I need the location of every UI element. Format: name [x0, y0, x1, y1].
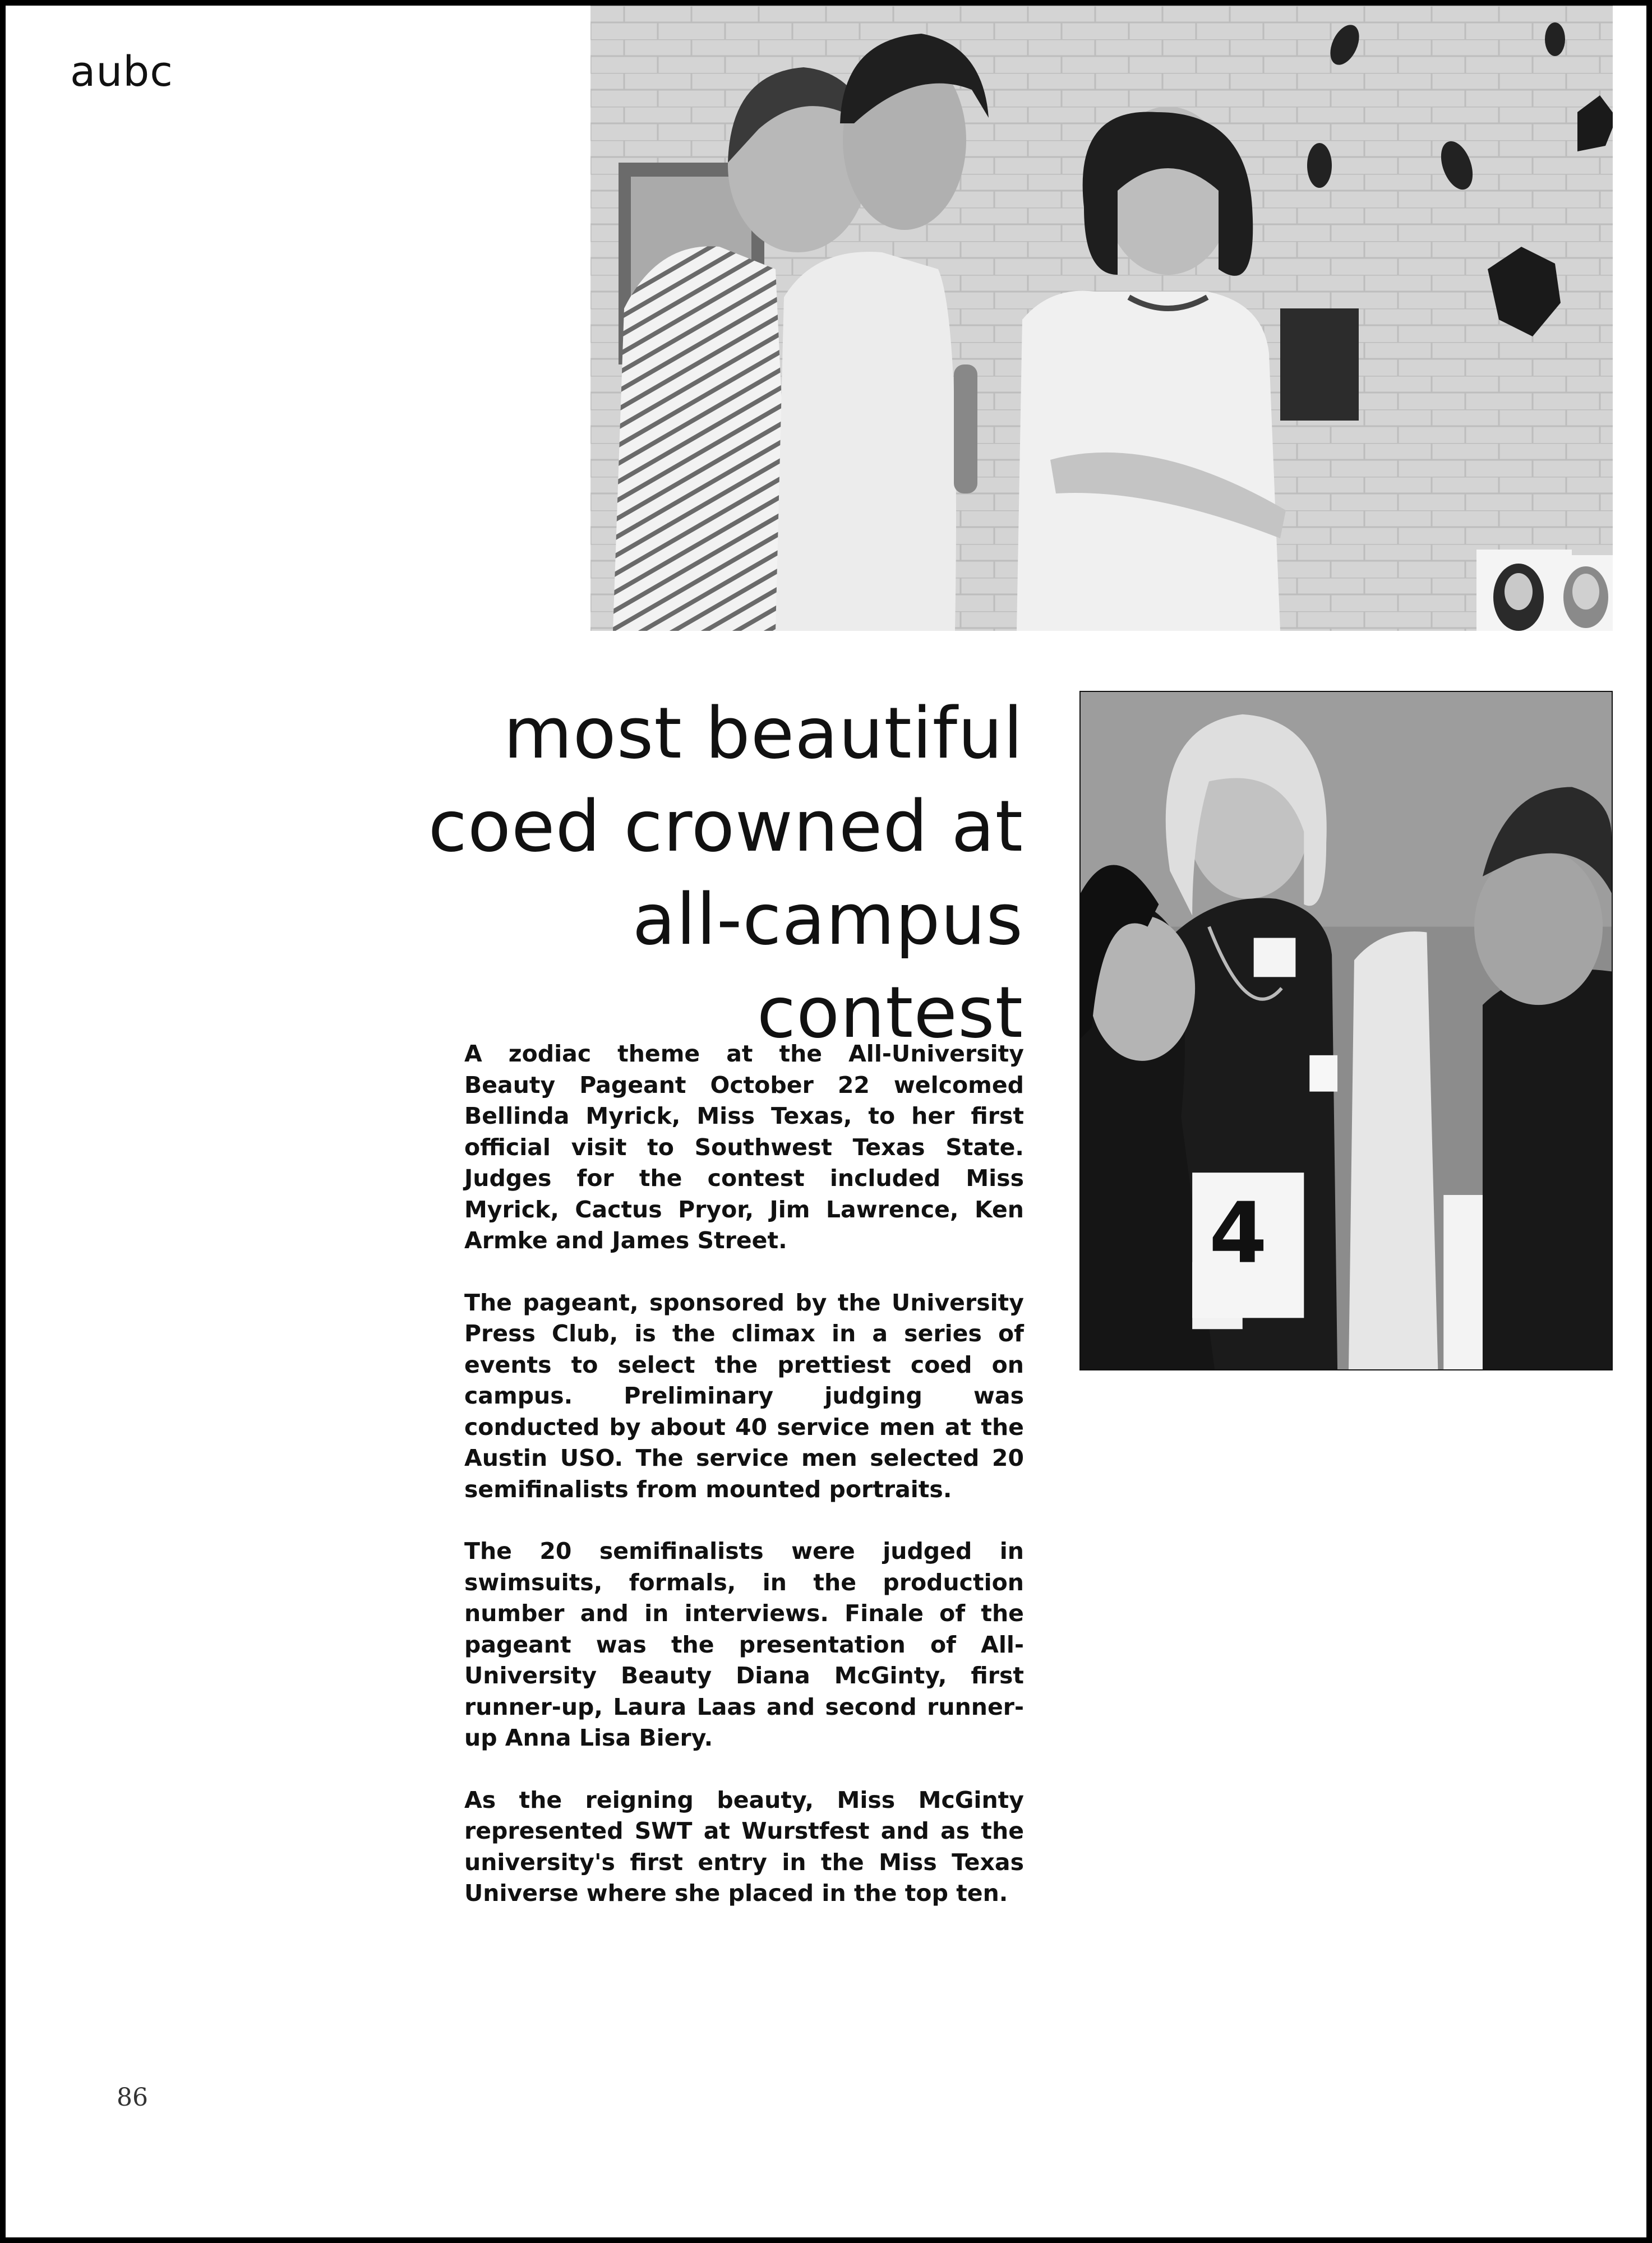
top-photo-illustration [590, 6, 1613, 631]
paragraph-4: As the reigning beauty, Miss McGinty represented SWT at Wurstfest and as the university's first entry in the Miss Texas Universe where she placed in the top ten. [464, 1786, 1024, 1907]
paragraph-2: The pageant, sponsored by the University Press Club, is the climax in a series of events to select the prettiest coed on campus. Preliminary judging was conducted by about 40 service men at the Austin USO. The service men selected 20 semifinalists from mounted portraits. [464, 1289, 1024, 1503]
paragraph-1: A zodiac theme at the All-University Beauty Pageant October 22 welcomed Bellinda Myrick, Miss Texas, to her first official visit to Southwest Texas State. Judges for the contest included Miss Myrick, Cactus Pryor, Jim Lawrence, Ken Armke and James Street. [464, 1040, 1024, 1254]
headline-line-3: all-campus contest [632, 878, 1023, 1054]
yearbook-page [6, 6, 1646, 2237]
top-photo [590, 6, 1613, 631]
article-body [464, 1039, 1024, 1940]
side-card-number: 4 [1209, 1184, 1267, 1282]
headline [398, 687, 1023, 1059]
headline-line-2: coed crowned at [428, 785, 1023, 867]
page-number: 86 [117, 2083, 148, 2112]
side-photo [1079, 691, 1613, 1370]
headline-line-1: most beautiful [503, 692, 1023, 774]
section-tag: aubc [70, 48, 173, 96]
paragraph-3: The 20 semifinalists were judged in swimsuits, formals, in the production number and in interviews. Finale of the pageant was the presentation of All-University Beauty Diana McGinty, first runner-up, Laura Laas and second runner-up Anna Lisa Biery. [464, 1538, 1024, 1751]
side-photo-illustration [1081, 692, 1612, 1369]
